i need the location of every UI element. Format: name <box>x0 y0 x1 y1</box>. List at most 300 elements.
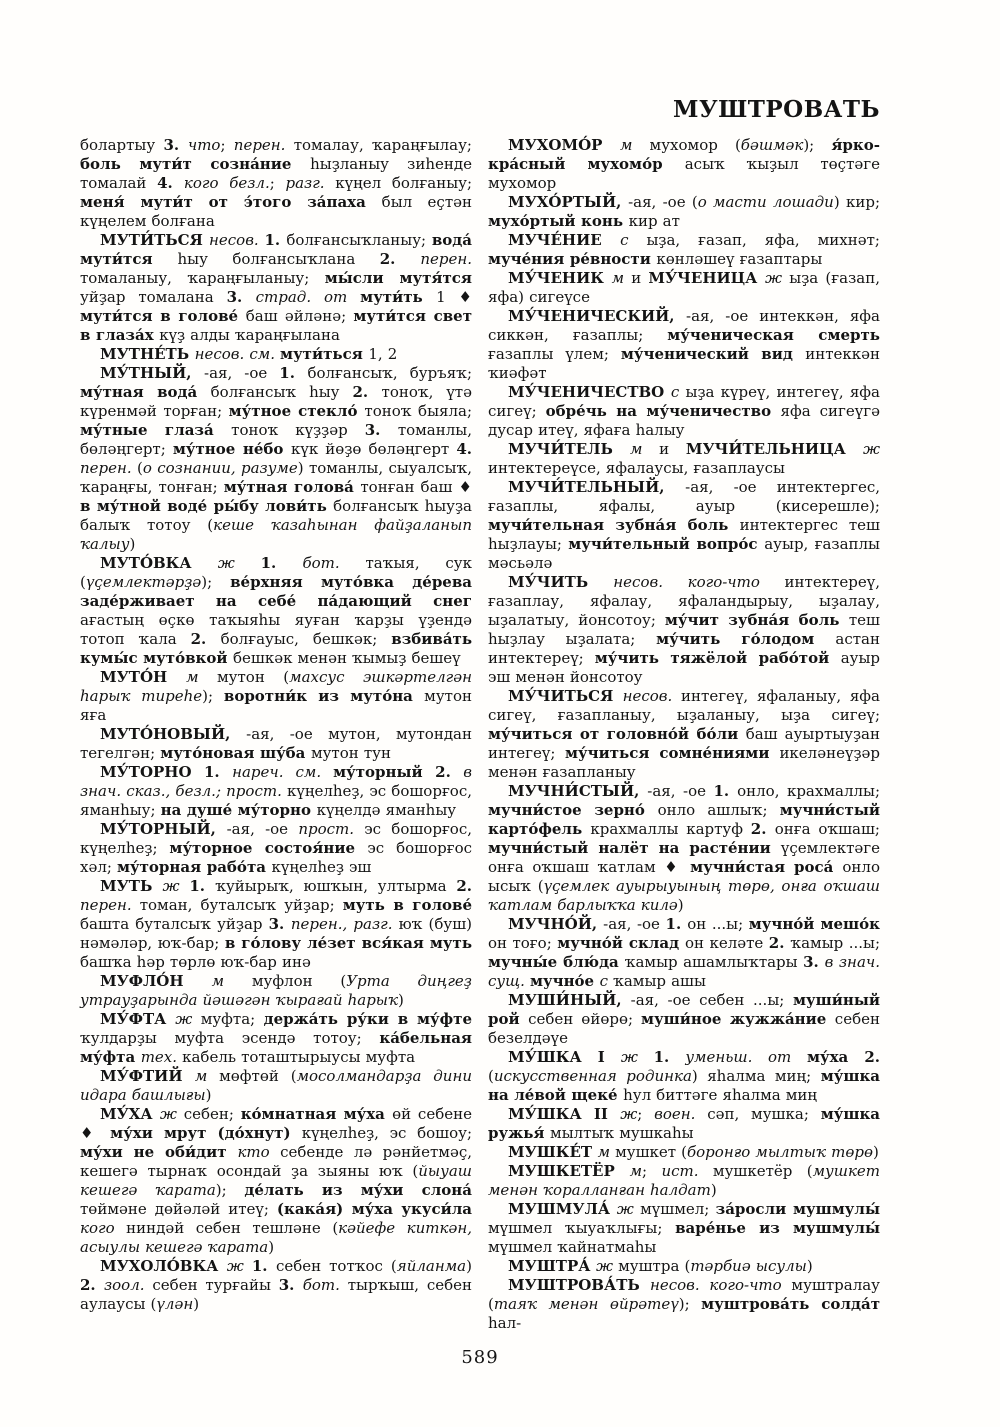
text-run: 1. <box>653 1048 686 1066</box>
text-run: 2. <box>456 877 472 895</box>
headword: МУЧИ́ТЕЛЬНЫЙ, <box>508 478 686 496</box>
text-run: несов. кого-что <box>649 1276 792 1294</box>
text-run: мучни́стый карто́фель <box>488 801 880 838</box>
text-run: несов. <box>209 231 265 249</box>
text-run: на душе́ му́торно <box>160 801 317 819</box>
text-run: себен турғайы <box>152 1276 279 1294</box>
text-run: таяҡ менән өйрәтеү <box>493 1295 679 1313</box>
headword: МУХО́РТЫЙ, <box>508 193 629 211</box>
text-run: бот. <box>302 1276 348 1294</box>
text-run: м <box>186 668 218 686</box>
text-run: м <box>597 1143 616 1161</box>
text-run: онға оҡшаш; <box>774 820 880 838</box>
text-run: онло ысыҡ ( <box>488 858 880 895</box>
text-run: что <box>187 136 221 154</box>
text-run: яйланма <box>396 1257 467 1275</box>
headword: МУ́ТОРНЫЙ, <box>100 820 227 838</box>
dictionary-entry <box>80 763 472 820</box>
headword: МУ́ШКА I <box>508 1048 621 1066</box>
text-run: йыуаш кешегә ҡарата <box>80 1162 472 1199</box>
dictionary-entry <box>488 1048 880 1105</box>
text-run: себен; <box>183 1105 241 1123</box>
dictionary-entry <box>488 193 880 231</box>
headword: МУТО́Н <box>100 668 187 686</box>
text-block <box>80 136 880 1368</box>
text-run: күңелһеҙ эш <box>271 858 372 876</box>
text-run: 2. <box>379 250 421 268</box>
text-run: мушкетёр ( <box>712 1162 813 1180</box>
headword: МУШТРА́ <box>508 1257 596 1275</box>
text-run: ♦ мути́тся в голове́ <box>80 288 472 325</box>
text-run: муфлон ( <box>251 972 347 990</box>
text-run: ж <box>620 1105 638 1123</box>
text-run: баш әйләнә; <box>245 307 354 325</box>
text-run: башҡа һәр төрлө юҡ-бар инә <box>80 953 311 971</box>
text-run: ); <box>201 573 231 591</box>
text-run: ниндәй себен тешләне ( <box>126 1219 339 1237</box>
text-run: он тоғо; <box>488 934 558 952</box>
text-run: несов. кого-что <box>613 573 785 591</box>
text-run: -ая, -ое ( <box>628 193 698 211</box>
text-run: и <box>659 440 686 458</box>
text-run: му́хи не оби́дит <box>80 1143 238 1161</box>
text-run: һал- <box>488 1314 522 1332</box>
text-run: воротни́к из муто́на <box>223 687 425 705</box>
text-run: 2. <box>190 630 221 648</box>
text-run: ♦ мучни́стая роса́ <box>664 858 843 876</box>
left-column <box>80 136 472 1314</box>
text-run: м <box>620 136 650 154</box>
dictionary-entry <box>80 972 472 1010</box>
text-run: му́шка на ле́вой щеке́ <box>488 1067 880 1104</box>
text-run: тоноҡ күҙҙәр <box>231 421 365 439</box>
text-run: кәйефе киткән, асыулы кешегә ҡарата <box>80 1219 472 1256</box>
headword: МУ́ФТА <box>100 1010 176 1028</box>
headword: МУШКЕ́Т <box>508 1143 598 1161</box>
text-run: онло ашлыҡ; <box>657 801 780 819</box>
text-run: күңелдә яманһыу <box>316 801 457 819</box>
text-run: он келәте <box>685 934 769 952</box>
dictionary-entry <box>488 231 880 269</box>
text-run: м <box>611 269 632 287</box>
text-run: мутон тун <box>310 744 391 762</box>
text-run: му́чит зубна́я боль <box>664 611 849 629</box>
text-run: мучно́й склад <box>557 934 685 952</box>
text-run: күңелһеҙ, эс бошоу; <box>301 1124 472 1142</box>
text-run: Урта диңгеҙ утрауҙарында йәшәгән ҡырағай һарыҡ <box>80 972 472 1009</box>
dictionary-entry <box>80 364 472 554</box>
text-run: ж <box>226 1257 252 1275</box>
headword: МУЧЕ́НИЕ <box>508 231 621 249</box>
text-run: о масти лошади <box>697 193 834 211</box>
text-run: кого безл. <box>183 174 270 192</box>
text-run: де́лать из му́хи слона́ <box>244 1181 472 1199</box>
text-run: ж <box>162 877 190 895</box>
dictionary-entry <box>80 554 472 668</box>
text-run: перен. <box>80 459 138 477</box>
text-run: -ая, -ое <box>603 915 666 933</box>
text-run: ауыр, ғазаплы мәсьәлә <box>488 535 880 572</box>
text-run: мүшмел ҡайнатмаһы <box>488 1238 657 1256</box>
text-run: му́ченическая смерть <box>667 326 880 344</box>
text-run: тәрбиә ысулы <box>690 1257 807 1275</box>
text-run: за́росли мушмулы́ <box>715 1200 880 1218</box>
text-run: тоноҡ, үтә күренмәй торған; <box>80 383 472 420</box>
text-run: тонған баш <box>360 478 459 496</box>
text-run: ) яһалма миң; <box>691 1067 821 1085</box>
text-run: ) <box>710 1181 717 1199</box>
text-run: мылтыҡ мушкаһы <box>550 1124 694 1142</box>
text-run: үлән <box>156 1295 194 1313</box>
text-run: боронғо мылтыҡ төрө <box>687 1143 874 1161</box>
headword: МУ́ЧЕНИК <box>508 269 612 287</box>
text-run: вода́ мути́тся <box>80 231 472 268</box>
text-run: 1. <box>264 231 287 249</box>
text-run: в го́лову ле́зет вся́кая муть <box>224 934 472 952</box>
headword: МУТНЕ́ТЬ <box>100 345 195 363</box>
text-run: ж <box>616 1200 641 1218</box>
text-run: мушкет ( <box>615 1143 687 1161</box>
text-run: ғазаплы үлем; <box>488 345 621 363</box>
dictionary-entry <box>488 915 880 991</box>
text-run: муши́ный рой <box>488 991 880 1028</box>
text-run: несов. см. <box>194 345 281 363</box>
text-run: воен. <box>654 1105 708 1123</box>
text-run: ) <box>873 1143 879 1161</box>
text-run: му́тные глаза́ <box>80 421 232 439</box>
text-run: перен. <box>80 896 140 914</box>
text-run: сәп, мушка; <box>707 1105 821 1123</box>
text-run: му́ха 2. <box>806 1048 880 1066</box>
text-run: ) кир; <box>833 193 880 211</box>
text-run: му́ченический вид <box>620 345 806 363</box>
text-run: муштрова́ть солда́т <box>701 1295 880 1313</box>
dictionary-entry <box>80 725 472 763</box>
text-run: МУЧИ́ТЕЛЬНИЦА <box>685 440 863 458</box>
text-run: 3. <box>226 288 256 306</box>
text-run: 1. <box>665 915 688 933</box>
text-run: эс бошорғос хәл; <box>80 839 472 876</box>
text-run: болартыу <box>80 136 164 154</box>
text-run: му́тная вода́ <box>80 383 211 401</box>
text-run: муто́новая шу́ба <box>160 744 311 762</box>
text-run: мухо́ртый конь <box>488 212 629 230</box>
text-run: ҡуйырыҡ, юшҡын, ултырма <box>215 877 457 895</box>
text-run: 3. <box>268 915 291 933</box>
text-run: астан интектереү; <box>488 630 880 667</box>
text-run: мучно́й мешо́к <box>748 915 880 933</box>
dictionary-entry <box>488 573 880 687</box>
text-run: ж <box>217 554 261 572</box>
text-run: 3. <box>364 421 398 439</box>
dictionary-entry <box>80 1010 472 1067</box>
text-run: мы́сли мутя́тся <box>324 269 472 287</box>
text-run: о сознании, разуме <box>142 459 298 477</box>
text-run: бешкәк менән ҡымыҙ бешеү <box>233 649 461 667</box>
text-run: ) <box>193 1295 200 1313</box>
text-run: (кака́я) му́ха укуси́ла <box>276 1200 472 1218</box>
text-run: мучны́е блю́да <box>488 953 625 971</box>
text-run: уменьш. от <box>685 1048 807 1066</box>
text-run: теш һыҙлау ыҙалата; <box>488 611 880 648</box>
dictionary-entry <box>488 269 880 307</box>
text-run: м <box>629 1162 643 1180</box>
text-run: томаланыу, ҡараңғыланыу; <box>80 269 325 287</box>
text-run: кеше ҡазаһынан файҙаланып ҡалыу <box>80 516 472 553</box>
text-run: муть в голове́ <box>342 896 472 914</box>
text-run: бәшмәк <box>740 136 804 154</box>
text-run: -ая, -ое <box>226 820 299 838</box>
text-run: һыу болғансыҡлана <box>177 250 380 268</box>
text-run: искусственная родинка <box>493 1067 692 1085</box>
headword: МУ́ФТИЙ <box>100 1067 195 1085</box>
text-run: ; <box>642 1162 662 1180</box>
text-run: ♦ му́хи мрут (до́хнут) <box>80 1124 302 1142</box>
dictionary-entry <box>488 1200 880 1257</box>
text-run: ); <box>215 1181 245 1199</box>
text-run: ) <box>677 896 684 914</box>
text-run: муши́ное жужжа́ние <box>641 1010 835 1028</box>
headword: МУШМУЛА́ <box>508 1200 617 1218</box>
headword: МУ́ШКА II <box>508 1105 621 1123</box>
headword: МУ́ТНЫЙ, <box>100 364 205 382</box>
text-run: болғансыҡланыу; <box>286 231 432 249</box>
text-run: ж <box>620 1048 654 1066</box>
text-run: кто <box>237 1143 281 1161</box>
text-run: болғансыҡ һыу <box>210 383 353 401</box>
text-run: м <box>630 440 660 458</box>
text-run: мути́ться <box>280 345 369 363</box>
text-run: ҡулдарҙы муфта эсендә тотоу; <box>80 1029 380 1047</box>
text-run: му́чить го́лодом <box>656 630 836 648</box>
text-run: боль мути́т созна́ние <box>80 155 311 173</box>
text-run: -ая, -ое себен ...ы; <box>630 991 793 1009</box>
text-run: ж <box>765 269 790 287</box>
text-run: ве́рхняя муто́вка де́рева заде́рживает на себе́ па́дающий снег <box>80 573 472 610</box>
text-run: ; <box>637 1105 655 1123</box>
text-run: болғауыс, бешкәк; <box>220 630 392 648</box>
text-run: уйҙар томалана <box>80 288 227 306</box>
headword: МУЧНИ́СТЫЙ, <box>508 782 648 800</box>
text-run: перен. <box>233 136 294 154</box>
text-run: 2. <box>80 1276 104 1294</box>
text-run: ағастың өҫкө таҡыяһы яуған ҡарҙы үҙендә тотоп ҡала <box>80 611 472 648</box>
headword: МУТО́НОВЫЙ, <box>100 725 247 743</box>
text-run: асыҡ ҡыҙыл төҫтәге мухомор <box>488 155 880 192</box>
text-run: тырҡыш, себен аулаусы ( <box>80 1276 473 1313</box>
text-run: ) <box>205 1086 212 1104</box>
dictionary-entry <box>488 440 880 478</box>
text-run: мучи́тельная зубна́я боль <box>488 516 740 534</box>
text-run: мучно́е <box>529 972 600 990</box>
headword: МУТИ́ТЬСЯ <box>100 231 210 249</box>
headword: МУШИ́НЫЙ, <box>508 991 631 1009</box>
text-run: 1. <box>260 554 303 572</box>
text-run: ) <box>466 1257 472 1275</box>
text-run: ) <box>129 535 136 553</box>
text-run: һыҙланыу зиһенде томалай <box>80 155 472 192</box>
text-run: яфа сигеүгә дусар итеү, яфаға һалыу <box>488 402 880 439</box>
headword: МУЧИ́ТЕЛЬ <box>508 440 631 458</box>
headword: МУХОЛО́ВКА <box>100 1257 227 1275</box>
text-run: 3. <box>278 1276 303 1294</box>
headword: МУТО́ВКА <box>100 554 218 572</box>
dictionary-entry <box>488 1162 880 1200</box>
text-run: бот. <box>302 554 366 572</box>
text-run: төймәне дөйәләй итеү; <box>80 1200 277 1218</box>
text-run: 3. <box>803 953 825 971</box>
text-run: 1. <box>189 877 216 895</box>
text-run: томалау, ҡараңғылау; <box>293 136 472 154</box>
text-run: тех. <box>140 1048 183 1066</box>
text-run: болғансыҡ һыуҙа балыҡ тотоу ( <box>80 497 472 534</box>
text-run: таҡыя, сук ( <box>80 554 472 591</box>
text-run: в знач. сущ. <box>488 953 880 990</box>
text-run: мути́ть <box>360 288 437 306</box>
text-run: 4. <box>157 174 184 192</box>
text-run: мучи́тельный вопро́с <box>568 535 765 553</box>
text-run: ж <box>175 1010 201 1028</box>
text-run: ) <box>268 1238 275 1256</box>
text-run: ♦ в му́тной воде́ ры́бу лови́ть <box>80 478 472 515</box>
text-run: үҫемлек ауырыуының төрө, онға оҡшаш ҡатлам барлыҡҡа килә <box>488 877 880 914</box>
text-run: зоол. <box>103 1276 153 1294</box>
text-run: күк йөҙө бөләңгерт <box>290 440 457 458</box>
text-run: муче́ния ре́вности <box>488 250 657 268</box>
text-run: прост. <box>298 820 365 838</box>
dictionary-entry <box>488 991 880 1048</box>
text-run: му́торное состоя́ние <box>169 839 368 857</box>
headword: МУ́ЧЕНИЧЕСКИЙ, <box>508 307 687 325</box>
text-run: 3. <box>163 136 188 154</box>
text-run: ( <box>137 459 143 477</box>
text-run: 1. <box>251 1257 276 1275</box>
text-run: ); <box>803 136 832 154</box>
text-run: ыҙа (ғазап, яфа) сигеүсе <box>488 269 880 306</box>
text-run: ); <box>202 687 224 705</box>
text-run: му́тное стекло́ <box>228 402 365 420</box>
right-column <box>488 136 880 1333</box>
text-run: тоноҡ быяла; <box>364 402 472 420</box>
text-run: ауыр эш менән йонсотоу <box>488 649 880 686</box>
text-run: ҡамыр ашамлыҡтары <box>624 953 804 971</box>
text-run: разг. <box>285 174 336 192</box>
text-run: кого <box>80 1219 127 1237</box>
dictionary-entry <box>488 1143 880 1162</box>
text-run: ҡамыр ...ы; <box>790 934 880 952</box>
text-run: себен өйөрө; <box>528 1010 642 1028</box>
text-run: муштра ( <box>618 1257 691 1275</box>
text-run: -ая, -ое <box>204 364 280 382</box>
text-run: нареч. см. <box>232 763 334 781</box>
dictionary-entry <box>488 478 880 573</box>
dictionary-entry <box>80 820 472 877</box>
headword: МУ́ХА <box>100 1105 160 1123</box>
text-run: ка́бельная му́фта <box>80 1029 472 1066</box>
text-run: үҫемлектәге онға оҡшаш ҡатлам <box>488 839 880 876</box>
text-run: өй себене <box>392 1105 472 1123</box>
text-run: ист. <box>661 1162 713 1180</box>
text-run: 2. <box>768 934 791 952</box>
text-run: м <box>211 972 252 990</box>
text-run: му́чить тяжёлой рабо́той <box>594 649 841 667</box>
text-run: в знач. сказ., безл.; прост. <box>80 763 472 800</box>
text-run: интектереүсе, яфалаусы, ғазаплаусы <box>488 459 785 477</box>
text-run: томан, буталсыҡ уйҙар; <box>139 896 343 914</box>
text-run: с <box>670 383 686 401</box>
text-run: му́шка ружья́ <box>488 1105 880 1142</box>
page-number: 589 <box>461 1347 499 1368</box>
text-run: үҫемлектәрҙә <box>85 573 202 591</box>
text-run: себен тотҡос ( <box>275 1257 397 1275</box>
text-run: -ая, -ое интеккән, яфа сиккән, ғазаплы; <box>488 307 880 344</box>
headword: МУ́ЧЕНИЧЕСТВО <box>508 383 671 401</box>
text-run: себен безелдәүе <box>488 1010 880 1047</box>
dictionary-entry <box>488 1257 880 1276</box>
headword: МУ́ТОРНО 1. <box>100 763 233 781</box>
text-run: интектереү, ғазаплау, яфалау, яфаландырыу, ыҙалау, ыҙалатыу, йонсотоу; <box>488 573 880 629</box>
text-run: мухомор ( <box>649 136 741 154</box>
text-run: я́рко-кра́сный мухомо́р <box>488 136 880 173</box>
text-run: ҡамыр ашы <box>613 972 706 990</box>
text-run: ); <box>678 1295 702 1313</box>
text-run: интеккән ҡиәфәт <box>488 345 881 382</box>
headword: МУЧНО́Й, <box>508 915 604 933</box>
text-run: мушкет менән ҡоралланған һалдат <box>488 1162 881 1199</box>
text-run: 4. <box>456 440 472 458</box>
text-run: мүшмел ҡыуаҡлығы; <box>488 1219 676 1237</box>
text-run: ж <box>862 440 880 458</box>
text-run: 1 <box>436 288 459 306</box>
text-run: баш ауыртыуҙан интегеү; <box>488 725 880 762</box>
dictionary-entry <box>488 1276 880 1333</box>
text-run: күҙ алды ҡараңғылана <box>159 326 340 344</box>
text-run: му́читься сомне́ниями <box>564 744 780 762</box>
text-run: держа́ть ру́ки в му́фте <box>263 1010 472 1028</box>
text-run: -ая, -ое <box>647 782 714 800</box>
text-run: болғансыҡ, буръяҡ; <box>307 364 472 382</box>
text-run: һул биттәге яһалма миң <box>623 1086 818 1104</box>
text-run: мучни́стый налёт на расте́нии <box>488 839 781 857</box>
text-run: му́тное не́бо <box>172 440 291 458</box>
text-run: му́читься от головно́й бо́ли <box>488 725 746 743</box>
text-run: мутон яға <box>80 687 472 724</box>
text-run: ж <box>159 1105 184 1123</box>
dictionary-entry <box>488 687 880 782</box>
text-run: -ая, -ое интектергес, ғазаплы, яфалы, ауыр (кисерешле); <box>488 478 880 515</box>
text-run: 2. <box>352 383 382 401</box>
text-run: перен. <box>420 250 472 268</box>
text-run: ыҙа, ғазап, яфа, михнәт; <box>646 231 880 249</box>
text-run: себенде лә рәнйетмәҫ, кешегә тырнаҡ осондай ҙа зыяны юҡ ( <box>80 1143 473 1180</box>
text-run: муфта; <box>200 1010 264 1028</box>
dictionary-entry <box>488 136 880 193</box>
text-run: күңелһеҙ, эс бошорғос, яманһыу; <box>80 782 472 819</box>
text-run: онло, крахмаллы; <box>737 782 880 800</box>
text-run: му́тная голова́ <box>223 478 361 496</box>
text-run: интегеү, яфаланыу, яфа сигеү, ғазапланыу, ыҙаланыу, ыҙа сигеү; <box>488 687 880 724</box>
text-run: эс бошорғос, күңелһеҙ; <box>80 820 472 857</box>
text-run: несов. <box>622 687 682 705</box>
text-run: мути́тся свет в глаза́х <box>80 307 473 344</box>
dictionary-entry <box>488 307 880 383</box>
text-run: 2. <box>750 820 775 838</box>
text-run: юҡ (буш) нәмәләр, юҡ-бар; <box>80 915 473 952</box>
text-run: кабель тоташтырыусы муфта <box>182 1048 416 1066</box>
text-run: крахмаллы картуф <box>590 820 751 838</box>
text-run: обре́чь на му́ченичество <box>545 402 781 420</box>
text-run: махсус эшкәртелгән һарыҡ тиреһе <box>80 668 472 705</box>
